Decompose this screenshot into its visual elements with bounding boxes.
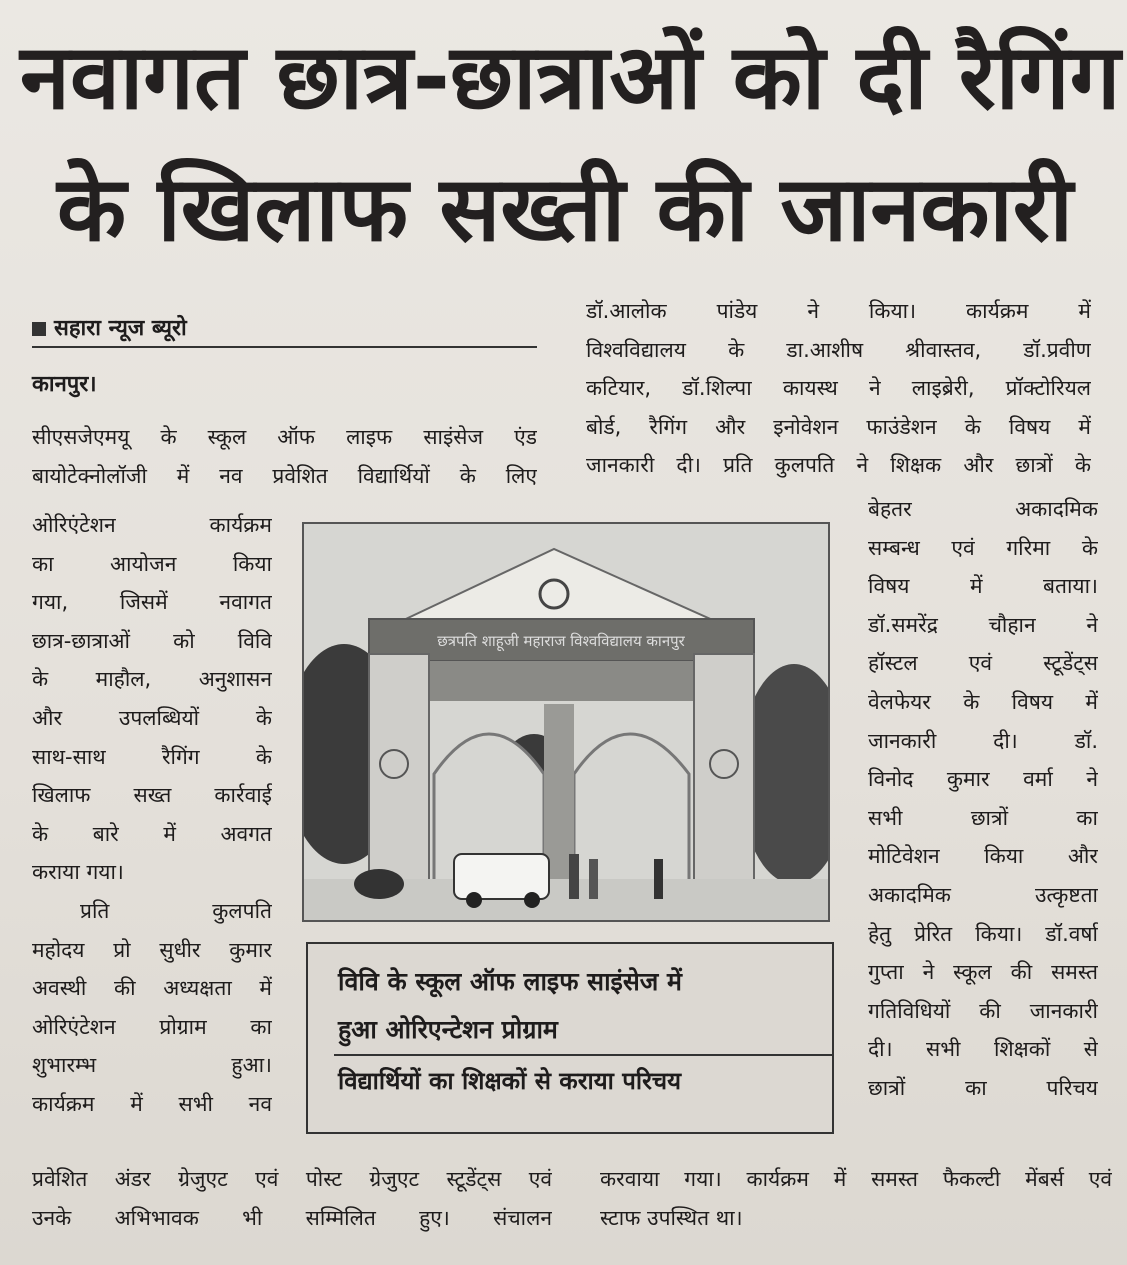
text-line: और उपलब्धियों के [32,705,272,730]
text-line: दी। सभी शिक्षकों से [868,1037,1098,1062]
text-line: बोर्ड, रैगिंग और इनोवेशन फाउंडेशन के विषय में [586,414,1091,439]
text-line: महोदय प्रो सुधीर कुमार [32,937,272,962]
text-line: कराया गया। [32,860,124,885]
text-line: कार्यक्रम में सभी नव [32,1091,272,1116]
text-line: हेतु प्रेरित किया। डॉ.वर्षा [868,921,1098,946]
headline-line-2: के खिलाफ सख्ती की जानकारी [57,157,1073,262]
left-column-bottom [32,1160,552,1237]
text-line: ओरिएंटेशन कार्यक्रम [32,513,272,537]
dateline: कानपुर। [32,372,97,397]
text-line: सभी छात्रों का [868,805,1098,830]
right-column-narrow [868,490,1098,1108]
text-line: बेहतर अकादमिक [868,497,1098,521]
text-line: प्रवेशित अंडर ग्रेजुएट एवं पोस्ट ग्रेजुएट स्टूडेंट्स एवं [32,1167,552,1191]
text-line: अवस्थी की अध्यक्षता में [32,976,272,1001]
text-line: बायोटेक्नोलॉजी में नव प्रवेशित विद्यार्थियों के लिए [32,463,537,488]
text-line: साथ-साथ रैगिंग के [32,744,272,769]
caption-line-2: हुआ ओरिएन्टेशन प्रोग्राम [338,1015,558,1044]
text-line: के माहौल, अनुशासन [32,667,272,692]
caption-subline: विद्यार्थियों का शिक्षकों से कराया परिचय [338,1067,682,1095]
byline-rule [32,346,537,348]
caption-line-1: विवि के स्कूल ऑफ लाइफ साइंसेज में [338,967,682,996]
text-line: छात्र-छात्राओं को विवि [32,628,272,653]
university-gate-photo [302,522,830,922]
text-line: गतिविधियों की जानकारी [868,998,1098,1023]
text-line: विनोद कुमार वर्मा ने [868,767,1098,792]
text-line: वेलफेयर के विषय में [868,689,1098,714]
caption-rule [334,1054,832,1056]
headline-line-1: नवागत छात्र-छात्राओं को दी रैगिंग [20,25,1121,130]
text-line: का आयोजन किया [32,551,272,576]
left-column-narrow [32,506,272,1124]
right-column-intro [586,292,1091,485]
text-line: गुप्ता ने स्कूल की समस्त [868,960,1098,985]
caption-headline [338,958,682,1054]
text-line: करवाया गया। कार्यक्रम में समस्त फैकल्टी मेंबर्स एवं [600,1167,1112,1191]
text-line: विषय में बताया। [868,574,1098,599]
byline-text: सहारा न्यूज ब्यूरो [54,316,187,341]
photo-caption-box [306,942,834,1134]
text-line: विश्वविद्यालय के डा.आशीष श्रीवास्तव, डॉ.प्रवीण [586,337,1091,362]
text-line: प्रति कुलपति [80,898,272,923]
text-line: उनके अभिभावक भी सम्मिलित हुए। संचालन [32,1205,552,1230]
text-line: अकादमिक उत्कृष्टता [868,882,1098,907]
byline [32,312,187,342]
text-line: जानकारी दी। प्रति कुलपति ने शिक्षक और छात्रों के [586,453,1091,478]
text-line: जानकारी दी। डॉ. [868,728,1098,753]
bullet-square-icon [32,322,46,336]
text-line: सम्बन्ध एवं गरिमा के [868,535,1098,560]
gate-sign: छत्रपति शाहूजी महाराज विश्वविद्यालय कानपुर [437,632,685,650]
text-line: सीएसजेएमयू के स्कूल ऑफ लाइफ साइंसेज एंड [32,425,537,449]
text-line: खिलाफ सख्त कार्रवाई [32,783,272,808]
text-line: गया, जिसमें नवागत [32,590,272,615]
text-line: छात्रों का परिचय [868,1075,1098,1100]
text-line: मोटिवेशन किया और [868,844,1098,869]
text-line: के बारे में अवगत [32,821,272,846]
text-line: शुभारम्भ हुआ। [32,1053,272,1078]
text-line: डॉ.समरेंद्र चौहान ने [868,612,1098,637]
text-line: हॉस्टल एवं स्टूडेंट्स [868,651,1098,676]
text-line: डॉ.आलोक पांडेय ने किया। कार्यक्रम में [586,299,1091,323]
right-column-bottom [600,1160,1112,1237]
left-column-intro [32,418,537,495]
text-line: कटियार, डॉ.शिल्पा कायस्थ ने लाइब्रेरी, प्रॉक्टोरियल [586,376,1091,401]
text-line: स्टाफ उपस्थित था। [600,1205,743,1230]
text-line: ओरिएंटेशन प्रोग्राम का [32,1014,272,1039]
